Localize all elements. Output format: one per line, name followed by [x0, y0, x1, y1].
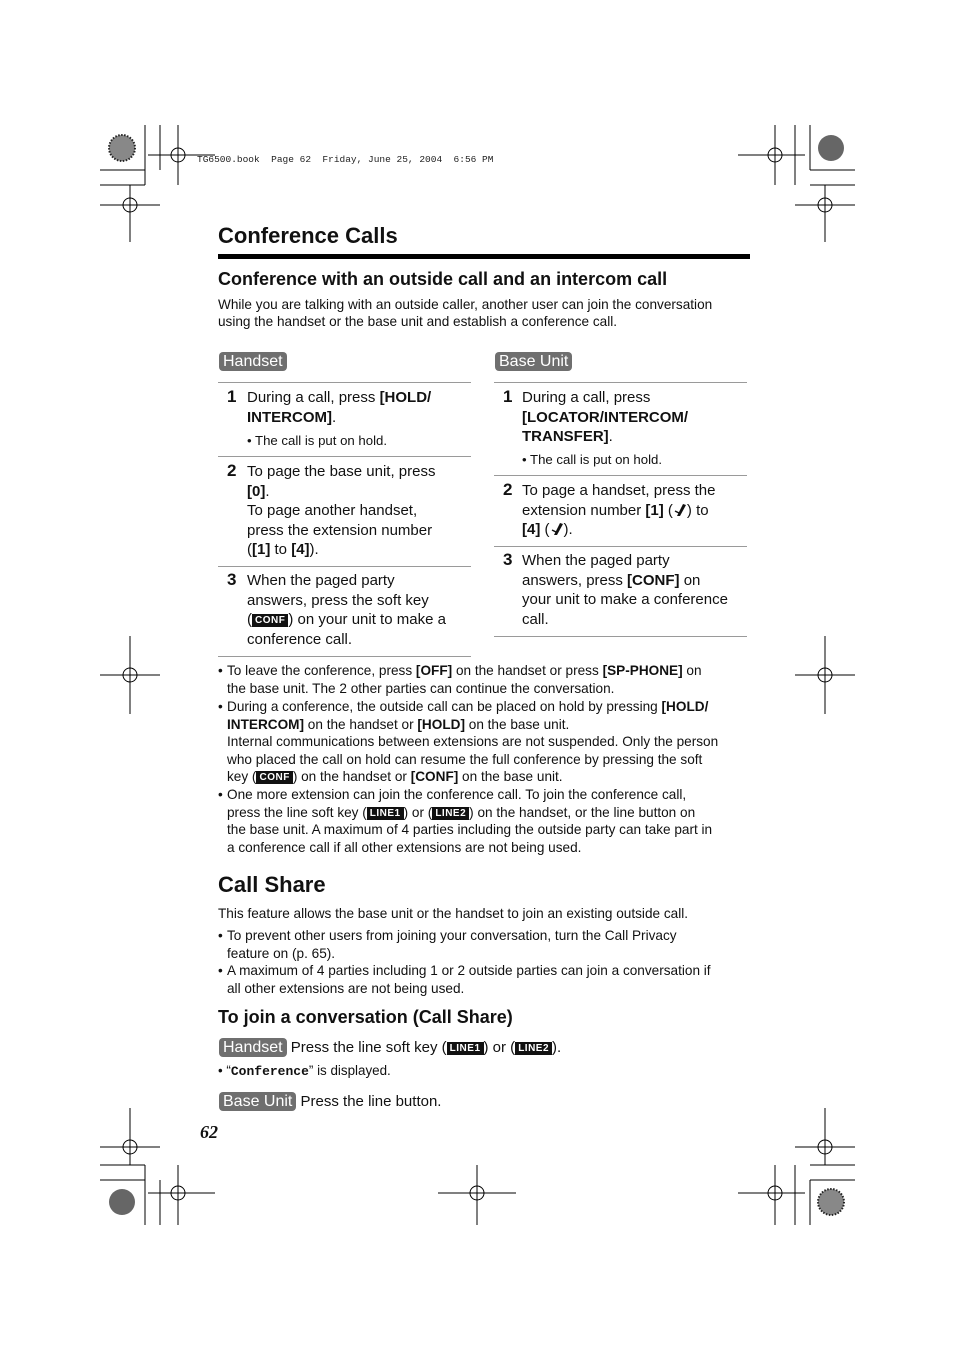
section-subtitle: Conference with an outside call and an intercom call	[218, 269, 668, 289]
note-hold-conference: • During a conference, the outside call can be placed on hold by pressing [HOLD/ INTERCOM] on the handset or [HOLD] on the base unit. Internal communications between extensions are not suspended. Only the person who placed the call on hold can resume the full conference by pressing the soft key ( CONF ) on the handset or [CONF] on the base unit.	[218, 699, 719, 785]
conf-soft-key: CONF	[256, 771, 292, 784]
base-step-2	[494, 475, 747, 547]
step-number: 2	[227, 461, 237, 480]
handset-step-3	[218, 566, 471, 657]
file-header: TG6500.book Page 62 Friday, June 25, 2004 6:56 PM	[197, 154, 494, 165]
step-note: • The call is put on hold.	[522, 452, 662, 467]
step-text: To page the base unit, press [0]. To page another handset, press the extension number ([1] to [4]).	[247, 463, 436, 558]
step-text: During a call, press [HOLD/ INTERCOM].	[247, 389, 432, 426]
base-tag-container	[495, 352, 572, 371]
note-call-privacy: • To prevent other users from joining your conversation, turn the Call Privacy feature on (p. 65).	[218, 928, 677, 961]
note-max-parties: • A maximum of 4 parties including 1 or 2 outside parties can join a conversation if all other extensions are not being used.	[218, 963, 711, 996]
step-text: When the paged party answers, press the soft key ( CONF ) on your unit to make a conference call.	[247, 572, 446, 648]
step-number: 1	[503, 387, 513, 406]
call-share-title: Call Share	[218, 872, 326, 897]
line2-soft-key: LINE2	[515, 1042, 552, 1055]
call-share-intro: This feature allows the base unit or the handset to join an existing outside call.	[218, 906, 689, 921]
page-title: Conference Calls	[218, 223, 398, 248]
step-number: 3	[503, 550, 513, 569]
handset-instruction: Handset Press the line soft key ( LINE1 ) or ( LINE2 ).	[219, 1038, 561, 1058]
handset-icon	[550, 521, 564, 536]
base-instruction: Base Unit Press the line button.	[219, 1092, 441, 1112]
base-unit-tag: Base Unit	[219, 1092, 296, 1111]
step-text: When the paged party answers, press [CONF] on your unit to make a conference call.	[522, 552, 728, 628]
note-leave-conference: • To leave the conference, press [OFF] on the handset or press [SP-PHONE] on the base unit. The 2 other parties can continue the conversation.	[218, 663, 702, 696]
step-number: 3	[227, 570, 237, 589]
display-note: • “Conference” is displayed.	[218, 1063, 391, 1079]
note-extra-extension: • One more extension can join the conference call. To join the conference call, press the line soft key ( LINE1 ) or ( LINE2 ) on the handset, or the line button on the base unit. A maximum of 4 parties including the outside party can take part in a conference call if all other extensions are not being used.	[218, 787, 713, 855]
title-rule	[218, 254, 750, 259]
page-number: 62	[200, 1122, 218, 1142]
step-text: To page a handset, press the extension number [1] ( ) to [4] ( ).	[522, 482, 716, 538]
line2-soft-key: LINE2	[432, 807, 469, 820]
line1-soft-key: LINE1	[447, 1042, 484, 1055]
handset-tag: Handset	[219, 352, 287, 371]
intro-line-1: While you are talking with an outside caller, another user can join the conversation	[218, 297, 713, 312]
base-step-3	[494, 546, 747, 637]
handset-tag-container	[219, 352, 287, 371]
base-unit-tag: Base Unit	[495, 352, 572, 371]
line1-soft-key: LINE1	[367, 807, 404, 820]
step-number: 1	[227, 387, 237, 406]
base-step-1	[494, 382, 747, 476]
handset-step-2	[218, 456, 471, 567]
step-number: 2	[503, 480, 513, 499]
step-text: During a call, press [LOCATOR/INTERCOM/ TRANSFER].	[522, 389, 689, 445]
conf-soft-key: CONF	[252, 614, 288, 627]
intro-line-2: using the handset or the base unit and establish a conference call.	[218, 314, 618, 329]
step-note: • The call is put on hold.	[247, 433, 387, 448]
handset-tag: Handset	[219, 1038, 287, 1057]
handset-icon	[673, 502, 687, 517]
handset-step-1	[218, 382, 471, 457]
join-conversation-subtitle: To join a conversation (Call Share)	[218, 1007, 513, 1027]
